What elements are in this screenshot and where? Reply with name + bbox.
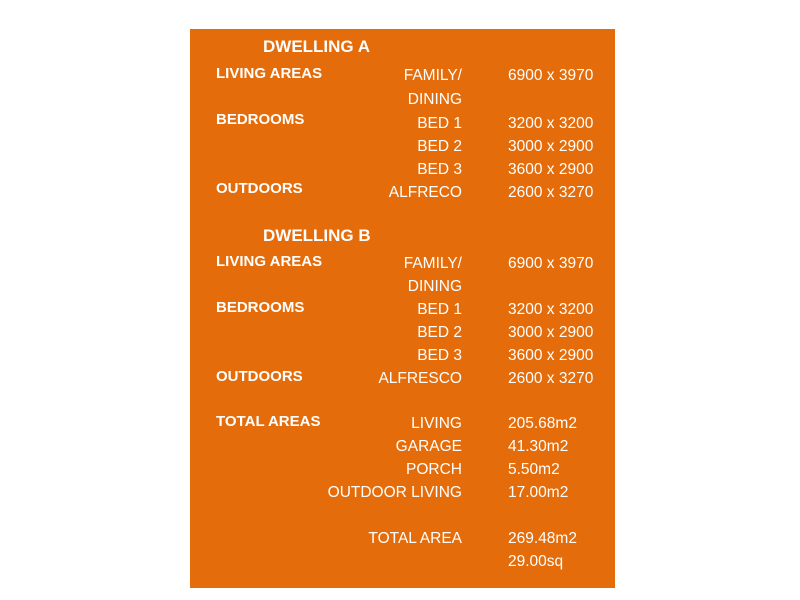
dwelling-b-bed1: BED 1 xyxy=(417,301,462,318)
dwelling-a-outdoor-dim: 2600 x 3270 xyxy=(508,184,594,201)
dwelling-b-outdoor-room: ALFRESCO xyxy=(378,370,462,387)
total-outdoor-living-value: 17.00m2 xyxy=(508,484,569,501)
total-garage-label: GARAGE xyxy=(395,438,462,455)
dwelling-a-bed3: BED 3 xyxy=(417,161,462,178)
dwelling-b-outdoor-dim: 2600 x 3270 xyxy=(508,370,594,387)
dwelling-a-bedrooms-label: BEDROOMS xyxy=(216,111,305,128)
dwelling-b-living-room-line2: DINING xyxy=(407,278,462,295)
total-area-label: TOTAL AREA xyxy=(368,530,462,547)
dwelling-b-bed3-dim: 3600 x 2900 xyxy=(508,347,594,364)
total-porch-label: PORCH xyxy=(406,461,462,478)
dwelling-b-living-dim: 6900 x 3970 xyxy=(508,255,594,272)
dwelling-a-bed2-dim: 3000 x 2900 xyxy=(508,138,594,155)
dwelling-b-bed1-dim: 3200 x 3200 xyxy=(508,301,594,318)
area-schedule-panel xyxy=(190,29,615,588)
total-living-value: 205.68m2 xyxy=(508,415,577,432)
dwelling-b-title: DWELLING B xyxy=(263,226,371,245)
total-area-m2-value: 269.48m2 xyxy=(508,530,577,547)
dwelling-a-bed2: BED 2 xyxy=(417,138,462,155)
total-outdoor-living-label: OUTDOOR LIVING xyxy=(327,484,462,501)
dwelling-b-outdoors-label: OUTDOORS xyxy=(216,368,303,385)
dwelling-a-living-dim: 6900 x 3970 xyxy=(508,67,594,84)
total-area-sq-value: 29.00sq xyxy=(508,553,564,570)
dwelling-b-living-room-line1: FAMILY/ xyxy=(403,255,462,272)
dwelling-a-living-label: LIVING AREAS xyxy=(216,65,323,82)
dwelling-b-bed3: BED 3 xyxy=(417,347,462,364)
dwelling-a-outdoor-room: ALFRECO xyxy=(388,184,462,201)
dwelling-a-title: DWELLING A xyxy=(263,37,371,56)
dwelling-b-bed2-dim: 3000 x 2900 xyxy=(508,324,594,341)
dwelling-a-living-room-line2: DINING xyxy=(407,91,462,108)
dwelling-a-bed1: BED 1 xyxy=(417,115,462,132)
dwelling-b-bedrooms-label: BEDROOMS xyxy=(216,299,305,316)
total-porch-value: 5.50m2 xyxy=(508,461,560,478)
dwelling-a-bed3-dim: 3600 x 2900 xyxy=(508,161,594,178)
dwelling-b-bed2: BED 2 xyxy=(417,324,462,341)
total-living-label: LIVING xyxy=(411,415,462,432)
total-areas-label: TOTAL AREAS xyxy=(216,413,321,430)
dwelling-a-outdoors-label: OUTDOORS xyxy=(216,180,303,197)
dwelling-a-bed1-dim: 3200 x 3200 xyxy=(508,115,594,132)
dwelling-b-living-label: LIVING AREAS xyxy=(216,253,323,270)
total-garage-value: 41.30m2 xyxy=(508,438,569,455)
dwelling-a-living-room-line1: FAMILY/ xyxy=(403,67,462,84)
